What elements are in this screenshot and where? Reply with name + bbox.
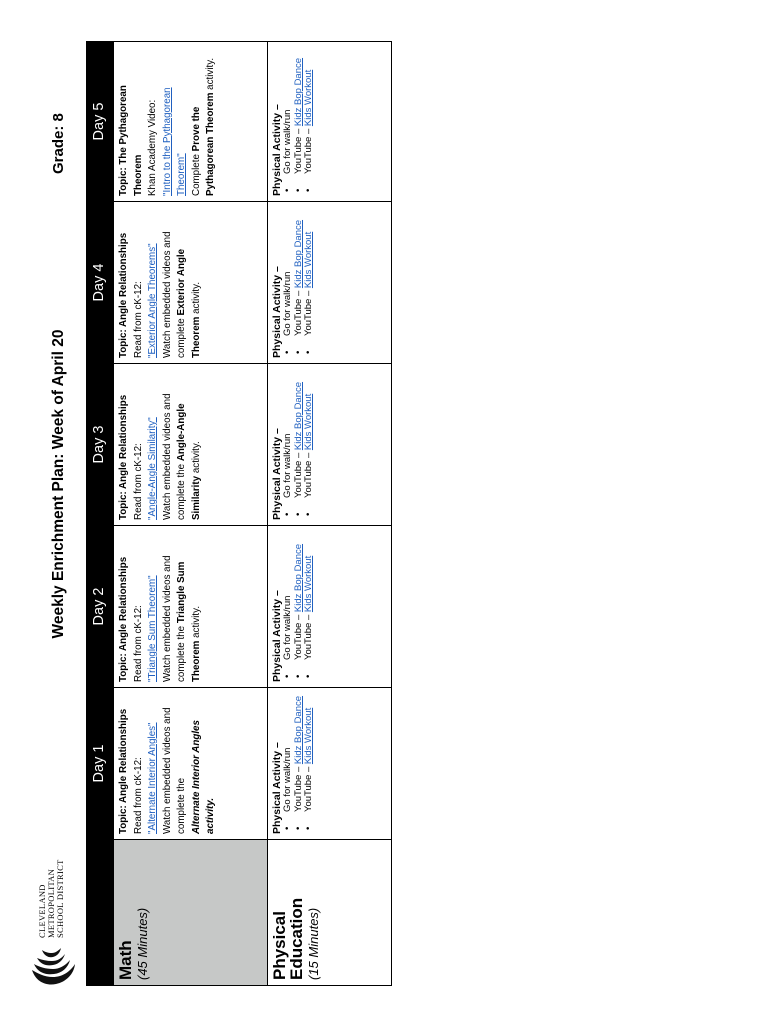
bullet-icon: •	[292, 826, 304, 830]
activity-name: Alternate Interior Angles activity.	[190, 720, 216, 834]
activity-prefix: YouTube –	[292, 764, 304, 812]
day-header: Day 5	[87, 42, 114, 202]
day-header: Day 2	[87, 526, 114, 688]
math-day-4-cell	[114, 202, 268, 364]
read-source: Read from cK-12:	[132, 757, 144, 834]
pe-day-1-cell	[268, 688, 392, 840]
bullet-icon: •	[303, 512, 314, 516]
math-row	[114, 42, 268, 986]
topic-label: Topic: Angle Relationships	[118, 394, 129, 520]
lesson-link[interactable]: "Triangle Sum Theorem"	[147, 575, 158, 682]
activity-heading: Physical Activity –	[271, 590, 283, 682]
activity-tail: activity.	[190, 441, 202, 474]
pe-day-4-cell	[268, 202, 392, 364]
pe-day-3-cell	[268, 364, 392, 526]
math-day-2-cell	[114, 526, 268, 688]
activity-name: Angle-Angle Similarity	[176, 403, 202, 520]
logo-text-line: METROPOLITAN	[46, 868, 56, 938]
day-header-row	[87, 42, 114, 986]
activity-heading: Physical Activity –	[271, 266, 283, 358]
list-item	[303, 693, 315, 830]
math-subject-cell	[114, 840, 268, 986]
activity-prefix: YouTube –	[303, 612, 314, 660]
activity-tail: activity.	[205, 57, 216, 90]
bullet-icon: •	[303, 188, 314, 192]
district-name	[38, 848, 65, 938]
activity-name: Exterior Angle Theorem	[176, 248, 202, 358]
subject-name: Math	[116, 940, 135, 980]
activity-heading: Physical Activity –	[271, 428, 283, 520]
activity-prefix: YouTube –	[292, 288, 304, 336]
read-source: Read from cK-12:	[132, 443, 144, 520]
lesson-link[interactable]: "Intro to the Pythagorean Theorem"	[161, 87, 187, 196]
grade-label: Grade: 8	[50, 113, 67, 174]
bullet-icon: •	[282, 674, 293, 678]
activity-prefix: YouTube –	[303, 764, 314, 812]
activity-tail: activity.	[190, 605, 202, 638]
bullet-icon: •	[292, 188, 304, 192]
read-source: Read from cK-12:	[132, 281, 144, 358]
activity-list	[283, 693, 315, 834]
video-link[interactable]: Kids Workout	[303, 393, 314, 451]
page-title: Weekly Enrichment Plan: Week of April 20	[50, 329, 67, 639]
math-day-1-cell	[114, 688, 268, 840]
pe-day-5-cell	[268, 42, 392, 202]
activity-text: Go for walk/run	[282, 433, 293, 498]
bullet-icon: •	[282, 826, 293, 830]
activity-list	[283, 207, 315, 358]
day-header: Day 3	[87, 364, 114, 526]
activity-text: Go for walk/run	[282, 109, 293, 174]
watch-instruction: Complete	[190, 154, 202, 196]
lesson-link[interactable]: "Alternate Interior Angles"	[147, 722, 158, 834]
bullet-icon: •	[292, 674, 304, 678]
bullet-icon: •	[303, 826, 314, 830]
bullet-icon: •	[282, 350, 293, 354]
activity-prefix: YouTube –	[303, 126, 314, 174]
activity-prefix: YouTube –	[292, 450, 304, 498]
logo-text-line: CLEVELAND	[37, 884, 47, 938]
enrichment-plan-table	[86, 41, 392, 986]
pe-subject-cell	[268, 840, 392, 986]
read-source: Read from cK-12:	[132, 605, 144, 682]
read-source: Khan Academy Video:	[147, 99, 158, 196]
watch-instruction: Watch embedded videos and complete	[161, 231, 187, 358]
topic-label: Topic: Angle Relationships	[118, 232, 129, 358]
subject-name-line: Education	[287, 897, 306, 980]
video-link[interactable]: Kids Workout	[303, 555, 314, 613]
video-link[interactable]: Kidz Bop Dance	[292, 57, 304, 127]
watch-instruction: Watch embedded videos and complete the	[161, 555, 187, 682]
video-link[interactable]: Kids Workout	[303, 69, 314, 127]
watch-instruction: Watch embedded videos and complete the	[161, 393, 187, 520]
topic-label: Topic: Angle Relationships	[118, 708, 129, 834]
activity-text: Go for walk/run	[282, 271, 293, 336]
subject-name-line: Physical	[270, 911, 289, 980]
watch-instruction: Watch embedded videos and complete the	[161, 707, 187, 834]
activity-text: Go for walk/run	[282, 595, 293, 660]
logo-text-line: SCHOOL DISTRICT	[55, 859, 65, 938]
activity-tail: activity.	[190, 281, 202, 314]
activity-name: Prove the Pythagorean Theorem	[190, 92, 216, 196]
video-link[interactable]: Kidz Bop Dance	[292, 695, 304, 765]
math-day-5-cell	[114, 42, 268, 202]
list-item	[303, 47, 315, 192]
video-link[interactable]: Kids Workout	[303, 707, 314, 765]
district-logo-icon	[28, 942, 78, 990]
topic-label: Topic: The Pythagorean Theorem	[118, 85, 144, 196]
activity-heading: Physical Activity –	[271, 742, 283, 834]
video-link[interactable]: Kidz Bop Dance	[292, 543, 304, 613]
bullet-icon: •	[282, 512, 293, 516]
activity-list	[283, 369, 315, 520]
day-header: Day 1	[87, 688, 114, 840]
activity-list	[283, 531, 315, 682]
bullet-icon: •	[292, 350, 304, 354]
video-link[interactable]: Kidz Bop Dance	[292, 381, 304, 451]
subject-time: (45 Minutes)	[135, 907, 150, 980]
lesson-link[interactable]: "Exterior Angle Theorems"	[147, 243, 158, 358]
topic-label: Topic: Angle Relationships	[118, 556, 129, 682]
bullet-icon: •	[292, 512, 304, 516]
district-logo	[28, 850, 78, 990]
lesson-link[interactable]: "Angle-Angle Similarity"	[147, 417, 158, 520]
header-corner	[87, 840, 114, 986]
activity-prefix: YouTube –	[303, 450, 314, 498]
activity-text: Go for walk/run	[282, 747, 293, 812]
video-link[interactable]: Kidz Bop Dance	[292, 219, 304, 289]
subject-time: (15 Minutes)	[306, 907, 321, 980]
list-item	[303, 207, 315, 354]
math-day-3-cell	[114, 364, 268, 526]
bullet-icon: •	[282, 188, 293, 192]
activity-list	[283, 47, 315, 196]
bullet-icon: •	[303, 674, 314, 678]
pe-row	[268, 42, 392, 986]
list-item	[303, 531, 315, 678]
day-header: Day 4	[87, 202, 114, 364]
activity-prefix: YouTube –	[292, 126, 304, 174]
pe-day-2-cell	[268, 526, 392, 688]
video-link[interactable]: Kids Workout	[303, 231, 314, 289]
activity-heading: Physical Activity –	[271, 104, 283, 196]
activity-prefix: YouTube –	[303, 288, 314, 336]
activity-name: Triangle Sum Theorem	[176, 561, 202, 682]
list-item	[303, 369, 315, 516]
activity-prefix: YouTube –	[292, 612, 304, 660]
bullet-icon: •	[303, 350, 314, 354]
